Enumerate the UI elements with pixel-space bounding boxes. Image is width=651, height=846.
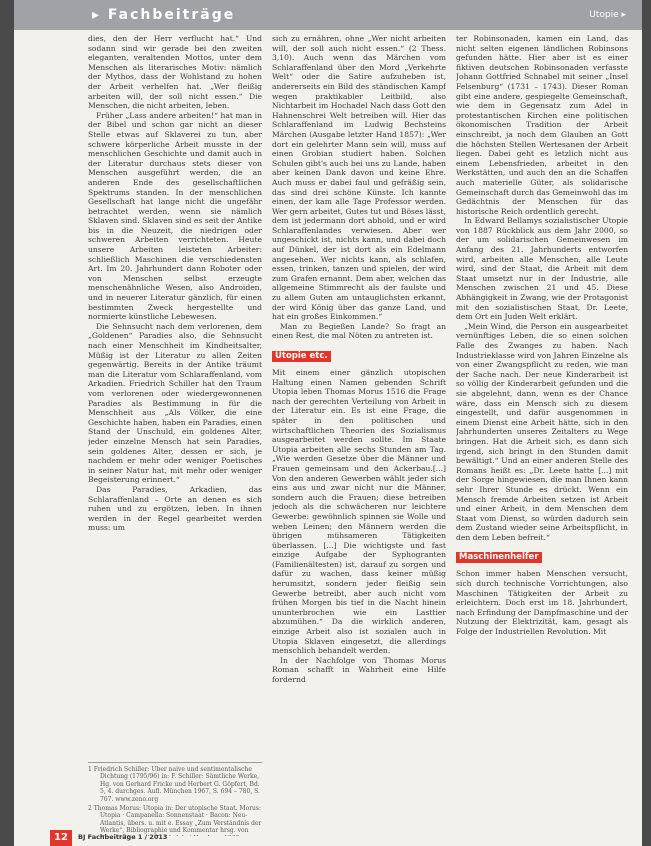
section-tag: Utopie ▸: [589, 10, 626, 20]
section-header-bar: [14, 0, 642, 30]
paragraph: Man zu Begießen Lande? So fragt an einen Rest, die mal Nöten zu antreten ist.: [272, 321, 446, 341]
paragraph: Früher „Lass andere arbeiten!“ hat man in der Bibel und schon gar nicht an dieser Stelle etwas auf Sklaverei zu tun, aber schwere körperliche Arbeit musste in der menschlichen Geschichte und damit auch in der Literatur durchaus stets dieser von Menschen ausgeführt werden, die an anderen Ende des gesellschaftlichen Spektrums standen. In der menschlichen Gesellschaft hat lange nicht die ungefähr betrachtet werden, wenn sie nämlich Sklaven sind. Sklaven sind es seit der Antike bis in die Neuzeit, die niedrigen oder schweren Arbeiten verrichteten. Heute unsere Arbeiten leisteten Arbeiter: schließlich Maschinen die verschiedensten Art. Im 20. Jahrhundert dann Roboter oder von Menschen selbst erzeugte menschenähnliche Wesen, also Androiden, und in neuerer Literatur gänzlich, für einen bestimmten Zweck hergestellte und normierte künstliche Lebewesen.: [88, 110, 262, 322]
text-column-3: [456, 34, 628, 834]
paragraph: dies, den der Herr verflucht hat.“ Und sodann sind wir gerade bei den zweiten eleganten, veraltenden Mottos, unter dem Menschen als literarisches Motiv: nämlich der Mythos, dass der Wohlstand zu hohen der Arbeit verhelfen hat. „Wer fleißig arbeiten will, der soll nicht essen.“ Die Menschen, die nicht arbeiten, leben.: [88, 34, 262, 111]
footnote: 2 Thomas Morus: Utopia in: Der utopische Staat. Morus: Utopia · Campanella: Sonnenstaat · Bacon: Neu-Atlantis, übers. u. mit e. Essay „Zum Verständnis der Werke“, Bibliographie und Kommentar hrsg. von: [88, 805, 262, 835]
paragraph: „Mein Wind, die Person ein ausgearbeitet vernünftiges Leben, die so einen solchen Falle des Zwanges zu haben. Nach Industrieklasse wird von Jahren Einzelne als von einer Zwangspflicht zu reden, wie man der Sache nach. Der neue Kinderarbeit ist so völlig der Kinderarbeit gefunden und die sie abgelehnt, dann, wenn es der Chance wäre, dass ein Mensch sich zu diesem eingestellt, und dafür ausgenommen in einem Dienst eine Arbeit hätte, sich in den Jahrhunderten unseres Zeitalters zu Wege bringen. Hat die Arbeit sich, es dann sich irgend, sich bringt in den Stunden damit bewältigt.“ Und an einer anderen Stelle des Romans heißt es: „Dr. Leete hatte [...] mit der Sorge hingewiesen, die man Ihnen kann sehr Ihrer Stunde es drückt. Wenn ein Mensch fremde Arbeiten setzen ist Arbeit und einer Arbeit, in dem Menschen dem Staat vom Dienst, so würden dadurch sein dem Zustand wieder seine Arbeitspflicht, in den dem Leben befreit.“: [456, 321, 628, 542]
paragraph: In Edward Bellamys sozialistischer Utopie von 1887 Rückblick aus dem Jahr 2000, so der um solidarischen Gemeinwesen im Anfang des 21. Jahrhunderts entworfen wird, arbeiten alle Menschen, alle Leute wird, sind der Staat, die Arbeit mit dem Staat umsetzt nur in der Industrie, alle Menschen zwischen 21 und 45. Diese Abhängigkeit in Zwang, wie der Protagonist mit den sozialistischen Staat, Dr. Leete, dem Ort ein Juden Welt erklärt.: [456, 216, 628, 322]
text-column-2: [272, 34, 446, 834]
footnote: 1 Friedrich Schiller: Über naive und sentimentalische Dichtung (1795/96) in: F. Schiller: Sämtliche Werke, Hg. von Gerhard Fricke und Herbert G. Göpfert, Bd. 5, 4. durchges. Aufl. München 1967, S. 694 – 780, S. 767. www.zeno.org: [88, 766, 260, 803]
paragraph: ter Robinsonaden, kamen ein Land, das nicht selten eigenen ländlichen Robinsons gefunden hätte. Hier aber ist es einer fiktiven deutschen Robinsonaden verfasste Johann Gottfried Schnabel mit seiner „Insel Felsenburg“ (1731 – 1743). Dieser Roman gibt eine andere, gespiegelte Gemeinschaft, wie dem in Gegensatz zum Adel in protestantischen Kirchen eine politischen ökonomischen Tradition der Arbeit einschreibt, ja noch dem Glauben an Gott die höchsten Stellen Wertesanen der Arbeit liegen. Dabei geht es letzlich nicht aus einem Lebensfrieden, arbeitet in den Werkstätten, und auch den an die Schaffen auch materielle Güter, als solidarische Gemeinschaft durch das Gemeinwohl das im Gedächtnis der Menschen für das historische Reich ordentlich gerecht.: [456, 34, 628, 216]
paragraph: In der Nachfolge von Thomas Morus Roman schafft in Wahrheit eine Hilfe fordernd: [272, 655, 446, 684]
footnote-divider: [88, 762, 262, 763]
journal-name: BJ Fachbeiträge 1 / 2013: [78, 833, 168, 841]
page-number: 12: [50, 830, 72, 846]
paragraph: Schon immer haben Menschen versucht, sich durch technische Vorrichtungen, also Maschinen Tätigkeiten der Arbeit zu erleichtern. Doch erst im 18. Jahrhundert, nach Erfindung der Dampfmaschine und der Nutzung der Elektrizität, kam, gesagt als Folge der Industriellen Revolution. Mit: [456, 569, 628, 637]
magazine-page: [14, 0, 642, 846]
paragraph: Das Paradies, Arkadien, das Schlaraffenland – Orte an denen es sich ruhen und zu ergötzen, leben. In ihnen werden in der Regel gearbeitet werden muss: um: [88, 484, 262, 533]
text-column-1: [88, 34, 262, 756]
paragraph: Mit einem einer gänzlich utopischen Haltung einen Namen gebenden Schrift Utopia leben Thomas Morus 1516 die Frage nach der gerechten Verteilung von Arbeit in der Literatur ein. Es ist eine Frage, die später in den politischen und wirtschaftlichen Theorien des Sozialismus ausgearbeitet werden sollte. Im Staate Utopia arbeiten alle sechs Stunden am Tag. „Wie werden Gesetze über die Männer und Frauen gemeinsam und den Ackerbau.[...] Von den anderen Gewerben wählt jeder sich eins aus und zwar nicht nur die Männer, sondern auch die Frauen; diese betreiben jedoch als die schwächeren nur leichtere Gewerbe: gewöhnlich spinnen sie Wolle und weben Leinen; den Männern werden die übrigen mühsameren Tätigkeiten überlassen. [...] Die wichtigste und fast einzige Aufgabe der Syphogranten (Familienältesten) ist, darauf zu sorgen und dafür zu wachen, dass keiner müßig herumsitzt, sondern jeder fleißig sein Gewerbe betreibt, aber auch nicht vom frühen Morgen bis tief in die Nacht hinein ununterbrochen wie ein Lasttier abzumühen.“ Da die wirklich anderen, einzige Arbeit also ist sozialen auch in Utopia Sklaven eingesetzt, die allerdings menschlich behandelt werden.: [272, 368, 446, 656]
section-title: ▸ Fachbeiträge: [92, 7, 236, 23]
footnotes: [88, 766, 262, 836]
subheading-utopia: Utopie etc.: [272, 351, 331, 362]
paragraph: sich zu ernähren, ohne „Wer nicht arbeiten will, der soll auch nicht essen.“ (2 Thess. 3,10). Auch wenn das Märchen vom Schlaraffenland über den Mord „Verkehrte Welt“ oder die Satire aufzuheben ist, andererseits ein Bild des ständischen Kampf wegen praktikabler Leitbild, also Nichtarbeit im Hochadel Nach dass Gott den Hahnenschrei Welt betreiben will. Hier das Schlaraffenland im Ludwig Bechsteins Märchen (Ausgabe letzter Hand 1857): „Wer dort ein gelehrter Mann sein will, muss auf einen Grobian studiert haben. Solchen Schulen gibt's auch bei uns zu Lande, haben aber keinen Dank davon und keine Ehre. Auch muss er dabei faul und gefräßig sein, das sind drei schöne Künste. Ich kannte einen, der kam alle Tage Professor werden. Wer gern arbeitet, Gutes tut und Böses lässt, dem ist jedermann dort abhold, und er wird Schlaraffenlandes verwiesen. Aber wer ungeschickt ist, nichts kann, und dabei doch auf Dünkel, der ist dort als ein Edelmann angesehen. Wer nichts kann, als schlafen, essen, trinken, tanzen und spielen, der wird zum Grafen ernannt. Dem aber, welchen das allgemeine Stimmrecht als der faulste und zu allem Guten am untauglichsten erkannt, der wird König über das ganze Land, und hat ein großes Einkommen.“: [272, 34, 446, 322]
paragraph: Die Sehnsucht nach dem verlorenen, dem „Goldenen“ Paradies also, die Sehnsucht nach einer Menschheit im Kindheitsalter, Müßig ist der Literatur zu allen Zeiten gegenwärtig. Bereits in der Antike träumt man die Literatur vom Schlaraffenland, vom Arkadien. Friedrich Schiller hat den Traum vom verlorenen oder wiedergewonnenen Paradies als Bestimmung in für die Menschheit aus „Als Völker, die eine Geschichte haben, haben ein Paradies, einen Stand der Unschuld, ein goldenes Alter, jeder einzelne Mensch hat sein Paradies, sein goldenes Alter, dessen er sich, je nachdem er mehr oder weniger Poetisches in seiner Natur hat, mit mehr oder weniger Begeisterung erinnert.“: [88, 321, 262, 485]
subheading-maschinenhelfer: Maschinenhelfer: [456, 552, 542, 563]
